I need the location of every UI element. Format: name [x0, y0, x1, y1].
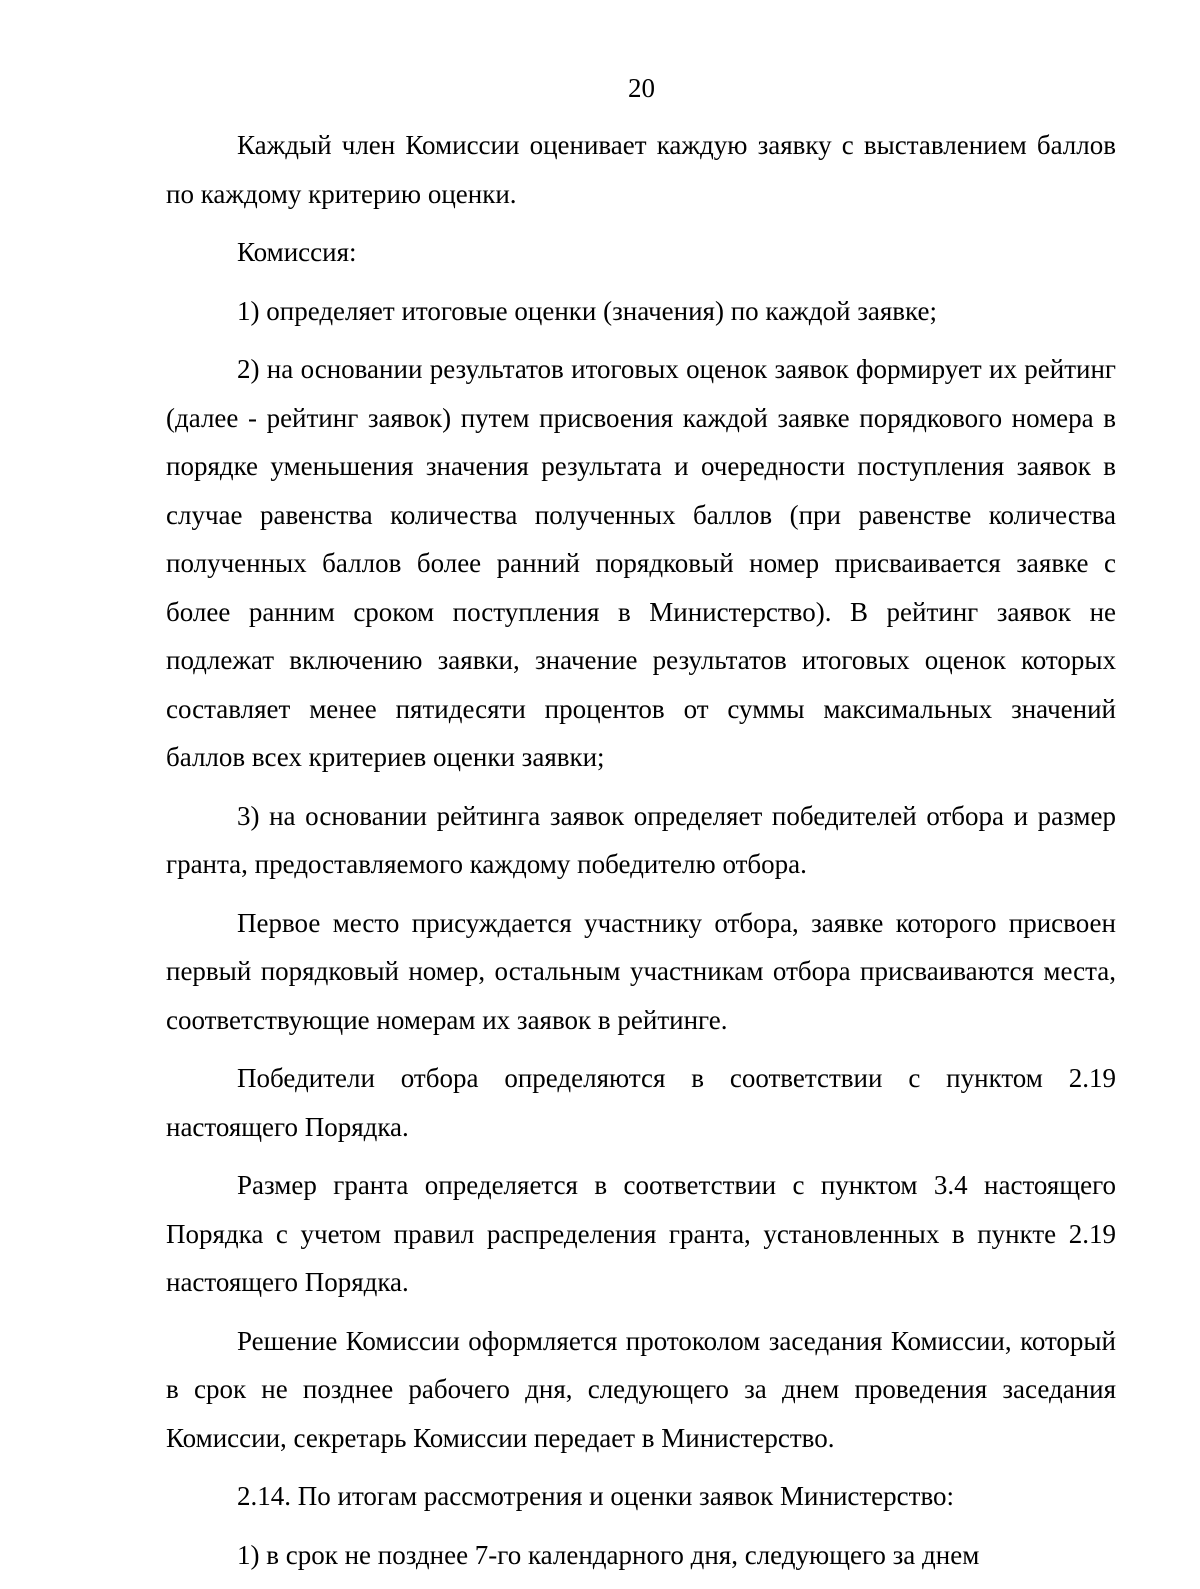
- paragraph-item-3-winners: 3) на основании рейтинга заявок определяет победителей отбора и размер гранта, предоставляемого каждому победителю отбора.: [166, 800, 1116, 879]
- paragraph-item-1-final-scores: 1) определяет итоговые оценки (значения) по каждой заявке;: [237, 295, 937, 326]
- document-body: [166, 121, 1116, 1589]
- page-number: 20: [628, 73, 655, 103]
- paragraph-section-2-14-item-1: 1) в срок не позднее 7-го календарного дня, следующего за днем: [237, 1539, 980, 1570]
- paragraph-first-place: Первое место присуждается участнику отбора, заявке которого присвоен первый порядковый номер, остальным участникам отбора присваиваются места, соответствующие номерам их заявок в рейтинге.: [166, 907, 1116, 1035]
- paragraph-commission-heading: Комиссия:: [237, 237, 357, 267]
- paragraph-commission-members-evaluate: Каждый член Комиссии оценивает каждую заявку с выставлением баллов по каждому критерию оценки.: [166, 130, 1116, 209]
- paragraph-item-2-rating: 2) на основании результатов итоговых оценок заявок формирует их рейтинг (далее - рейтинг заявок) путем присвоения каждой заявке порядкового номера в порядке уменьшения значения результата и очередности поступления заявок в случае равенства количества полученных баллов (при равенстве количества полученных баллов более ранний порядковый номер присваивается заявке с более ранним сроком поступления в Министерство). В рейтинг заявок не подлежат включению заявки, значение результатов итоговых оценок которых составляет менее пятидесяти процентов от суммы максимальных значений баллов всех критериев оценки заявки;: [166, 354, 1116, 772]
- paragraph-section-2-14: 2.14. По итогам рассмотрения и оценки заявок Министерство:: [237, 1481, 955, 1511]
- paragraph-commission-decision: Решение Комиссии оформляется протоколом заседания Комиссии, который в срок не позднее рабочего дня, следующего за днем проведения заседания Комиссии, секретарь Комиссии передает в Министерство.: [166, 1325, 1116, 1453]
- paragraph-winners-determined: Победители отбора определяются в соответствии с пунктом 2.19 настоящего Порядка.: [166, 1063, 1116, 1142]
- paragraph-grant-size: Размер гранта определяется в соответствии с пунктом 3.4 настоящего Порядка с учетом правил распределения гранта, установленных в пункте 2.19 настоящего Порядка.: [166, 1170, 1116, 1297]
